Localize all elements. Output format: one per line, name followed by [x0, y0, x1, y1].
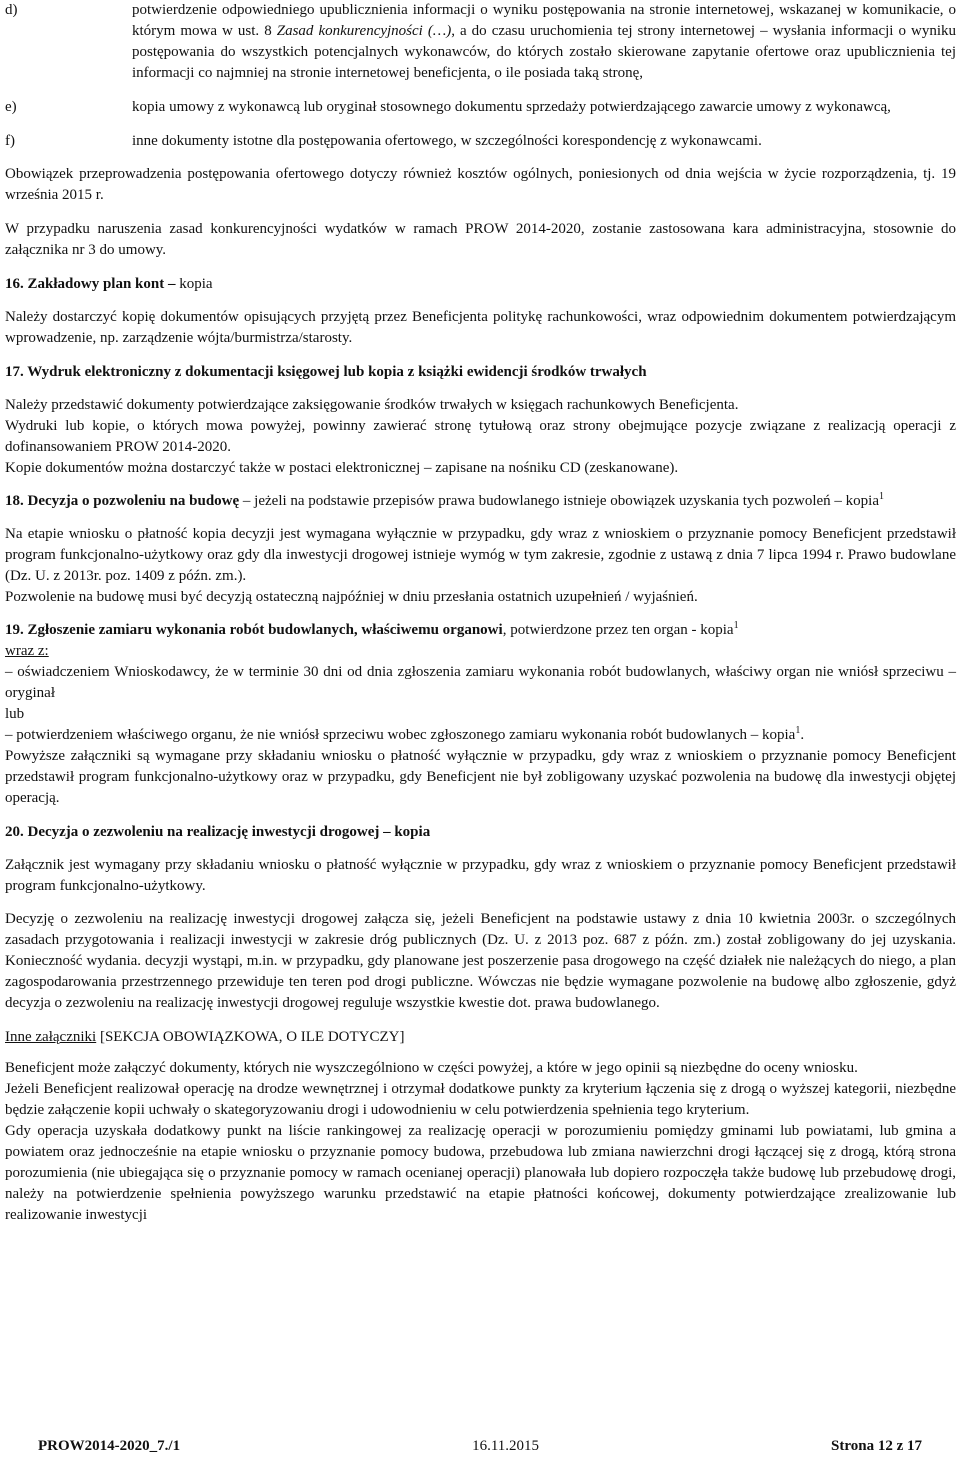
document-list [5, 0, 956, 152]
section-17-p3: Kopie dokumentów można dostarczyć także w postaci elektronicznej – zapisane na nośniku CD (zeskanowane). [5, 460, 679, 476]
list-text-e: kopia umowy z wykonawcą lub oryginał stosownego dokumentu sprzedaży potwierdzającego zawarcie umowy z wykonawcą, [132, 99, 891, 115]
section-17-p2: Wydruki lub kopie, o których mowa powyżej, powinny zawierać stronę tytułową oraz strony obejmujące pozycje związane z realizacją operacji z dofinansowaniem PROW 2014-2020. [5, 418, 956, 455]
section-19-heading: 19. Zgłoszenie zamiaru wykonania robót budowlanych, właściwemu organowi, potwierdzone przez ten organ - kopia$^1$ [5, 620, 739, 638]
inne-p2: Jeżeli Beneficjent realizował operację na drodze wewnętrznej i otrzymał dodatkowe punkty za kryterium łączenia się z drogą o wyższej kategorii, niezbędne będzie załączenie kopii uchwały o skategoryzowaniu drogi i udowodnieniu w celu potwierdzenia spełnienia tego kryterium. [5, 1081, 956, 1118]
section-16-heading: 16. Zakładowy plan kont – kopia [5, 276, 213, 292]
section-17-heading: 17. Wydruk elektroniczny z dokumentacji księgowej lub kopia z książki ewidencji środków trwałych [5, 364, 647, 380]
section-19-option-1: – oświadczeniem Wnioskodawcy, że w terminie 30 dni od dnia zgłoszenia zamiaru wykonania robót budowlanych, właściwy organ nie wniósł sprzeciwu – oryginał [5, 664, 956, 701]
list-text-d: potwierdzenie odpowiedniego upublicznienia informacji o wyniku postępowania na stronie internetowej, wskazanej w komunikacie, o którym mowa w ust. 8 Zasad konkurencyjności (…), a do czasu uruchomienia tej strony internetowej – wysłania informacji o wyniku postępowania do wszystkich potencjalnych wykonawców, do których zostało skierowane zapytanie ofertowe oraz upublicznienia tej informacji co najmniej na stronie internetowej beneficjenta, o ile posiada taką stronę, [132, 2, 956, 81]
section-18-p1: Na etapie wniosku o płatność kopia decyzji jest wymagana wyłącznie w przypadku, gdy wraz z wnioskiem o przyznanie pomocy Beneficjent przedstawił program funkcjonalno-użytkowy oraz gdy dla inwestycji drogowej istnieje wymóg w tym zakresie, zgodnie z ustawą z dnia 7 lipca 1994 r. Prawo budowlane (Dz. U. z 2013r. poz. 1409 z późn. zm.). [5, 526, 956, 584]
list-label-f: f) [5, 133, 15, 149]
section-19-lub: lub [5, 706, 25, 722]
footnote-ref: 1 [733, 620, 739, 631]
inne-p1: Beneficjent może załączyć dokumenty, których nie wyszczególniono w części powyżej, a które w jego opinii są niezbędne do oceny wniosku. [5, 1060, 858, 1076]
section-16-body: Należy dostarczyć kopię dokumentów opisujących przyjętą przez Beneficjenta politykę rachunkowości, wraz odpowiednim dokumentem potwierdzającym wprowadzenie, np. zarządzenie wójta/burmistrza/starosty. [5, 309, 956, 346]
list-item-e [5, 97, 956, 118]
footer-page-number: Strona 12 z 17 [831, 1438, 922, 1454]
inne-heading: Inne załączniki [SEKCJA OBOWIĄZKOWA, O ILE DOTYCZY] [5, 1029, 405, 1045]
footnote-ref: 1 [878, 491, 884, 502]
inne-p3: Gdy operacja uzyskała dodatkowy punkt na liście rankingowej za realizację operacji w porozumieniu pomiędzy gminami lub powiatami, lub gmina a powiatem oraz jednocześnie na etapie wniosku o przyznanie pomocy budowa, przebudowa lub zmiana nawierzchni drogi łączącej się z drogą, którą strona porozumienia (nie ubiegająca się o przyznanie pomocy w ramach ocenianej operacji) planowała lub dopiero rozpoczęła także budowę lub przebudowę drogi, należy na potwierdzenie spełnienia powyższego warunku przedstawić na etapie płatności końcowej, dokumenty potwierdzające zrealizowanie lub realizowanie inwestycji [5, 1123, 956, 1223]
section-20-p2: Decyzję o zezwoleniu na realizację inwestycji drogowej załącza się, jeżeli Beneficjent na podstawie ustawy z dnia 10 kwietnia 2003r. o szczególnych zasadach przygotowania i realizacji inwestycji w zakresie dróg publicznych (Dz. U. z 2013 poz. 687 z późn. zm.) został zobligowany do jej uzyskania. Konieczność wydania. decyzji wystąpi, m.in. w przypadku, gdy planowane jest poszerzenie pasa drogowego na część działek nie należących do niego, a plan zagospodarowania przestrzennego przewiduje ten teren pod drogi publiczne. Wówczas nie będzie wymagane pozwolenie na budowę albo zgłoszenie, gdyż decyzja o zezwoleniu na realizację inwestycji drogowej reguluje wszystkie kwestie dot. prawa budowlanego. [5, 911, 956, 1011]
section-18-heading: 18. Decyzja o pozwoleniu na budowę – jeżeli na podstawie przepisów prawa budowlanego istnieje obowiązek uzyskania tych pozwoleń – kopia$^1$ [5, 491, 884, 509]
paragraph-obowiazek: Obowiązek przeprowadzenia postępowania ofertowego dotyczy również kosztów ogólnych, poniesionych od dnia wejścia w życie rozporządzenia, tj. 19 września 2015 r. [5, 166, 956, 203]
list-label-e: e) [5, 99, 17, 115]
page-footer [38, 1436, 922, 1457]
section-19-wraz: wraz z: [5, 643, 49, 659]
list-label-d: d) [5, 2, 18, 18]
footer-date: 16.11.2015 [472, 1438, 540, 1454]
list-text-f: inne dokumenty istotne dla postępowania ofertowego, w szczególności korespondencję z wykonawcami. [132, 133, 762, 149]
section-17-p1: Należy przedstawić dokumenty potwierdzające zaksięgowanie środków trwałych w księgach rachunkowych Beneficjenta. [5, 397, 739, 413]
list-item-f [5, 131, 956, 152]
footnote-ref: 1 [795, 725, 801, 736]
section-20-heading: 20. Decyzja o zezwoleniu na realizację inwestycji drogowej – kopia [5, 824, 431, 840]
section-19-body: Powyższe załączniki są wymagane przy składaniu wniosku o płatność wyłącznie w przypadku, gdy wraz z wnioskiem o przyznanie pomocy Beneficjent przedstawił program funkcjonalno-użytkowy oraz w przypadku, gdy Beneficjent nie był zobligowany uzyskać pozwolenia na budowę dla inwestycji objętej operacją. [5, 748, 956, 806]
paragraph-naruszenie: W przypadku naruszenia zasad konkurencyjności wydatków w ramach PROW 2014-2020, zostanie zastosowana kara administracyjna, stosownie do załącznika nr 3 do umowy. [5, 221, 956, 258]
document-page [5, 0, 956, 1226]
section-18-p2: Pozwolenie na budowę musi być decyzją ostateczną najpóźniej w dniu przesłania ostatnich uzupełnień / wyjaśnień. [5, 589, 698, 605]
section-20-p1: Załącznik jest wymagany przy składaniu wniosku o płatność wyłącznie w przypadku, gdy wraz z wnioskiem o przyznanie pomocy Beneficjent przedstawił program funkcjonalno-użytkowy. [5, 857, 956, 894]
list-item-d [5, 0, 956, 84]
section-19-option-2: – potwierdzeniem właściwego organu, że nie wniósł sprzeciwu wobec zgłoszonego zamiaru wykonania robót budowlanych – kopia$^1$. [5, 725, 805, 743]
footer-document-id: PROW2014-2020_7./1 [38, 1438, 181, 1454]
